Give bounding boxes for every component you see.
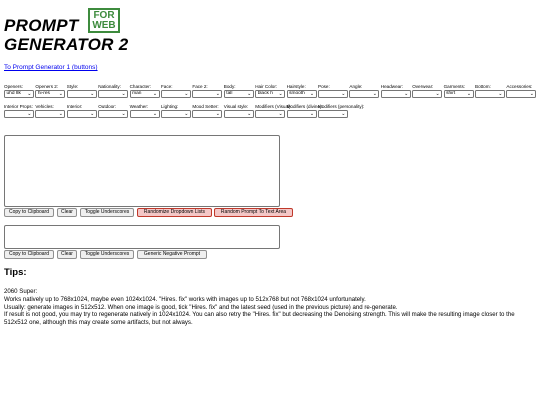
tips-line: If result is not good, you may try to regenerate natively in 1024x1024. You can also retry the "Hires. fix" but decreasing the Denoising strength. This will make the resulting image closer to the 512x512 one, although this may create some artifacts, but not always. [4,311,515,327]
label-mood-setter: Mood Setter: [192,104,219,109]
select-value: tall [226,91,233,96]
chevron-down-icon: ⌄ [90,91,95,97]
chevron-down-icon: ⌄ [90,111,95,117]
label-face: Face: [161,84,173,89]
negative-toggle-underscores-button[interactable]: Toggle Underscores [80,250,134,259]
clear-button[interactable]: Clear [57,208,77,217]
select-pose[interactable] [318,90,348,98]
select-headwear[interactable] [381,90,411,98]
label-lighting: Lighting: [161,104,179,109]
tips-text [4,288,534,327]
label-modifiers-divine: Modifiers (divine): [286,104,323,109]
tips-heading: Tips: [4,267,27,278]
select-vehicles[interactable] [35,110,65,118]
select-value: uhd 8k [6,91,21,96]
chevron-down-icon: ⌄ [404,91,409,97]
chevron-down-icon: ⌄ [27,91,32,97]
select-weather[interactable] [130,110,160,118]
field-hairstyle [287,84,317,98]
for-web-badge [88,8,120,33]
label-modifiers-personality: Modifiers (personality): [318,104,365,109]
negative-prompt-textarea[interactable] [4,225,280,249]
field-openers-2 [35,84,65,98]
chevron-down-icon: ⌄ [215,111,220,117]
prompt-generator-1-link[interactable]: To Prompt Generator 1 (buttons) [4,64,98,71]
field-lighting [161,104,191,118]
field-nationality [98,84,128,98]
label-headwear: Headwear: [380,84,404,89]
chevron-down-icon: ⌄ [278,91,283,97]
label-interior-props: Interior Props: [4,104,33,109]
field-visual-style [224,104,254,118]
field-overwear [412,84,442,98]
select-overwear[interactable] [412,90,442,98]
chevron-down-icon: ⌄ [152,111,158,117]
label-visual-style: Visual style: [223,104,249,109]
copy-to-clipboard-button[interactable]: Copy to Clipboard [4,208,54,217]
select-hair-color[interactable] [255,90,285,98]
select-modifiers-personality[interactable] [318,110,348,118]
label-interior: Interior: [66,104,83,109]
select-interior-props[interactable] [4,110,34,118]
chevron-down-icon: ⌄ [58,91,63,97]
badge-line-1: FOR [93,10,115,21]
field-face [161,84,191,98]
chevron-down-icon: ⌄ [247,91,252,97]
select-value: black h [257,91,273,96]
field-accessories [506,84,536,98]
field-angle [349,84,379,98]
chevron-down-icon: ⌄ [215,91,220,97]
label-openers: Openers: [4,84,23,89]
random-prompt-to-text-area-button[interactable]: Random Prompt To Text Area [214,208,293,217]
select-lighting[interactable] [161,110,191,118]
title-line-1: PROMPT [4,16,79,35]
chevron-down-icon: ⌄ [529,91,534,97]
generic-negative-prompt-button[interactable]: Generic Negative Prompt [137,250,207,259]
field-modifiers-divine [286,104,323,118]
negative-clear-button[interactable]: Clear [57,250,77,259]
badge-line-2: WEB [92,19,116,31]
chevron-down-icon: ⌄ [184,91,189,97]
chevron-down-icon: ⌄ [372,91,377,97]
field-pose [318,84,348,98]
label-modifiers-visual: Modifiers (Visual): [255,104,292,109]
select-outdoor[interactable] [98,110,128,118]
tips-line: Usually: generate images in 512x512. When one image is good, tick "Hires. fix" and the latest seed (used in the previous picture) and re-generate. [4,303,398,311]
field-modifiers-visual [255,104,292,118]
label-body: Body: [223,84,236,89]
field-garments [444,84,474,98]
select-face[interactable] [161,90,191,98]
label-style: Style: [66,84,79,89]
label-nationality: Nationality: [98,84,121,89]
label-accessories: Accessories: [506,84,533,89]
field-outdoor [98,104,128,118]
chevron-down-icon: ⌄ [466,91,472,97]
title-line-2: GENERATOR 2 [4,35,129,54]
select-face-2[interactable] [192,90,222,98]
chevron-down-icon: ⌄ [121,111,126,117]
chevron-down-icon: ⌄ [341,111,346,117]
select-body[interactable] [224,90,254,98]
field-face-2 [192,84,222,98]
select-value: hi-res [37,91,50,96]
chevron-down-icon: ⌄ [498,91,503,97]
label-face-2: Face 2: [192,84,208,89]
select-value: man [132,91,142,96]
select-value: shirt [446,91,456,96]
select-openers-2[interactable] [35,90,65,98]
label-hairstyle: Hairstyle: [286,84,306,89]
field-vehicles [35,104,65,118]
chevron-down-icon: ⌄ [309,111,315,117]
field-bottom [475,84,505,98]
label-openers-2: Openers 2: [35,84,59,89]
chevron-down-icon: ⌄ [341,91,346,97]
select-bottom[interactable] [475,90,505,98]
field-headwear [381,84,411,98]
select-modifiers-divine[interactable] [287,110,317,118]
field-style [67,84,97,98]
label-angle: Angle: [349,84,363,89]
select-modifiers-visual[interactable] [255,110,285,118]
chevron-down-icon: ⌄ [152,91,158,97]
toggle-underscores-button[interactable]: Toggle Underscores [80,208,134,217]
chevron-down-icon: ⌄ [184,111,189,117]
select-garments[interactable] [444,90,474,98]
field-interior [67,104,97,118]
select-hairstyle[interactable] [287,90,317,98]
select-openers[interactable] [4,90,34,98]
field-mood-setter [192,104,222,118]
field-hair-color [255,84,285,98]
field-modifiers-personality [318,104,365,118]
field-openers [4,84,34,98]
negative-copy-to-clipboard-button[interactable]: Copy to Clipboard [4,250,54,259]
label-character: Character: [129,84,152,89]
label-vehicles: Vehicles: [35,104,54,109]
field-character [130,84,160,98]
label-pose: Pose: [318,84,330,89]
label-overwear: Overwear: [412,84,434,89]
label-weather: Weather: [129,104,149,109]
select-visual-style[interactable] [224,110,254,118]
chevron-down-icon: ⌄ [309,91,315,97]
chevron-down-icon: ⌄ [435,91,440,97]
label-outdoor: Outdoor: [98,104,117,109]
field-weather [130,104,160,118]
chevron-down-icon: ⌄ [27,111,32,117]
select-accessories[interactable] [506,90,536,98]
select-nationality[interactable] [98,90,128,98]
select-interior[interactable] [67,110,97,118]
chevron-down-icon: ⌄ [278,111,283,117]
chevron-down-icon: ⌄ [121,91,126,97]
select-value: smooth [289,91,305,96]
randomize-dropdown-lists-button[interactable]: Randomize Dropdown Lists [137,208,212,217]
label-hair-color: Hair Color: [255,84,278,89]
prompt-textarea[interactable] [4,135,280,207]
field-body [224,84,254,98]
label-garments: Garments: [443,84,466,89]
field-interior-props [4,104,34,118]
label-bottom: Bottom: [475,84,491,89]
chevron-down-icon: ⌄ [247,111,252,117]
select-character[interactable] [130,90,160,98]
tips-line: 2060 Super: [4,288,38,295]
tips-line: Works natively up to 768x1024, maybe even 1024x1024. "Hires. fix" works with images up to 512x768 but not 768x1024 unfortunately. [4,295,366,303]
select-style[interactable] [67,90,97,98]
select-mood-setter[interactable] [192,110,222,118]
select-angle[interactable] [349,90,379,98]
chevron-down-icon: ⌄ [58,111,63,117]
